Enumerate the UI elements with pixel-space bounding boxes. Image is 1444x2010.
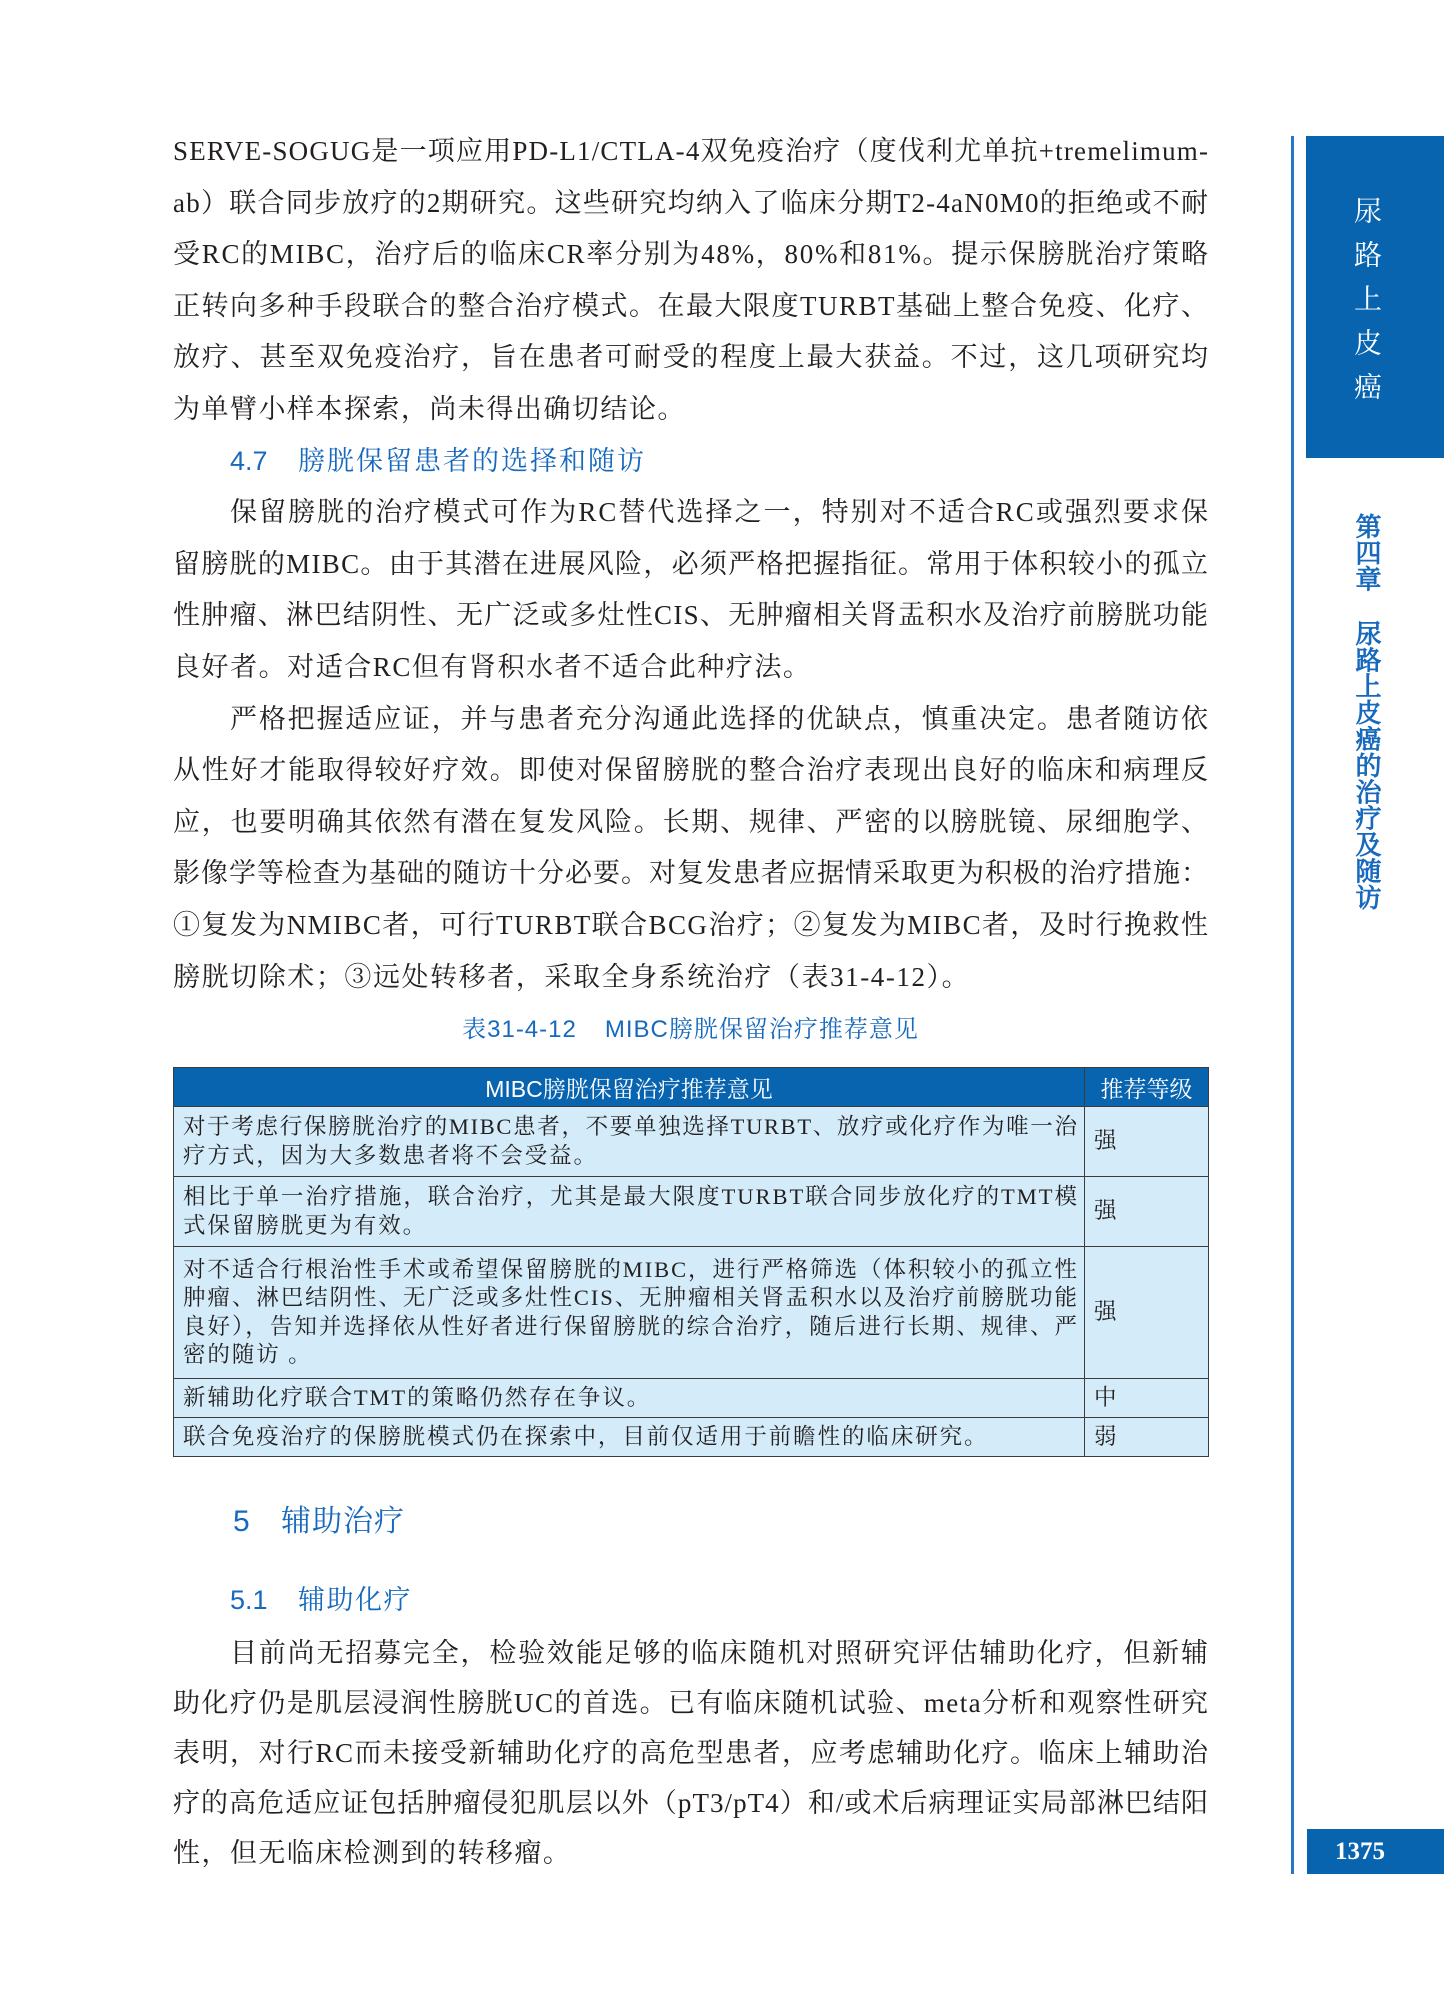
- table-number: 表31-4-12: [462, 1016, 577, 1043]
- section-title: 膀胱保留患者的选择和随访: [298, 445, 646, 476]
- paragraph-line: 性，但无临床检测到的转移瘤。: [173, 1838, 572, 1868]
- section-title: 辅助化疗: [298, 1585, 412, 1615]
- section-heading-5-1: [173, 1575, 1208, 1625]
- paragraph-line: 助化疗仍是肌层浸润性膀胱UC的首选。已有临床随机试验、meta分析和观察性研究: [173, 1688, 1210, 1718]
- cell-line: 良好），告知并选择依从性好者进行保留膀胱的综合治疗，随后进行长期、规律、严: [183, 1313, 1080, 1339]
- paragraph-line: 留膀胱的MIBC。由于其潜在进展风险，必须严格把握指征。常用于体积较小的孤立: [173, 548, 1210, 579]
- paragraph-line: 表明，对行RC而未接受新辅助化疗的高危型患者，应考虑辅助化疗。临床上辅助治: [173, 1738, 1210, 1768]
- paragraph: [173, 1628, 1208, 1878]
- paragraph-line: 受RC的MIBC，治疗后的临床CR率分别为48%，80%和81%。提示保膀胱治疗策略: [173, 239, 1210, 270]
- sidebar-tab-title: 尿路上皮癌: [1350, 196, 1383, 416]
- table-caption: [173, 1010, 1208, 1050]
- table-title: MIBC膀胱保留治疗推荐意见: [604, 1016, 919, 1043]
- paragraph-line: 良好者。对适合RC但有肾积水者不适合此种疗法。: [173, 651, 812, 682]
- recommendation-cell: [174, 1379, 1085, 1418]
- section-title: 辅助治疗: [281, 1505, 405, 1538]
- cell-line: 相比于单一治疗措施，联合治疗，尤其是最大限度TURBT联合同步放化疗的TMT模: [183, 1184, 1079, 1209]
- recommendation-cell: [174, 1418, 1085, 1457]
- cell-line: 疗方式，因为大多数患者将不会受益。: [183, 1142, 598, 1168]
- paragraph-line: 保留膀胱的治疗模式可作为RC替代选择之一，特别对不适合RC或强烈要求保: [230, 497, 1211, 528]
- sidebar-divider-line: [1291, 136, 1294, 1874]
- page-number-box: [1307, 1829, 1444, 1874]
- paragraph: [173, 694, 1208, 1004]
- page-number: 1375: [1335, 1838, 1385, 1865]
- paragraph-line: 放疗、甚至双免疫治疗，旨在患者可耐受的程度上最大获益。不过，这几项研究均: [173, 342, 1210, 373]
- intro-paragraph: [173, 126, 1208, 436]
- grade-cell: 强: [1085, 1107, 1209, 1177]
- grade-cell: 中: [1085, 1379, 1209, 1418]
- section-heading-5: [173, 1497, 1208, 1547]
- paragraph: [173, 487, 1211, 693]
- chapter-label: 第四章: [1351, 513, 1381, 593]
- table-row: [174, 1418, 1209, 1457]
- sidebar-section-tab: [1306, 136, 1444, 458]
- paragraph-line: 正转向多种手段联合的整合治疗模式。在最大限度TURBT基础上整合免疫、化疗、: [173, 290, 1210, 321]
- column-header-recommendation: MIBC膀胱保留治疗推荐意见: [174, 1068, 1085, 1107]
- section-number: 5: [233, 1505, 250, 1538]
- grade-cell: 弱: [1085, 1418, 1209, 1457]
- paragraph-line: SERVE-SOGUG是一项应用PD-L1/CTLA-4双免疫治疗（度伐利尤单抗+tremelimum-: [173, 136, 1210, 166]
- table-header-row: [174, 1068, 1209, 1107]
- paragraph-line: 严格把握适应证，并与患者充分沟通此选择的优缺点，慎重决定。患者随访依: [230, 703, 1210, 734]
- paragraph-line: 性肿瘤、淋巴结阴性、无广泛或多灶性CIS、无肿瘤相关肾盂积水及治疗前膀胱功能: [173, 600, 1210, 631]
- grade-cell: 强: [1085, 1177, 1209, 1247]
- paragraph-line: 目前尚无招募完全，检验效能足够的临床随机对照研究评估辅助化疗，但新辅: [230, 1638, 1210, 1668]
- section-number: 5.1: [230, 1585, 268, 1615]
- table-row: [174, 1247, 1209, 1379]
- grade-cell: 强: [1085, 1247, 1209, 1379]
- main-text-lower: [173, 1628, 1208, 1878]
- cell-line: 联合免疫治疗的保膀胱模式仍在探索中，目前仅适用于前瞻性的临床研究。: [183, 1423, 989, 1449]
- table-row: [174, 1177, 1209, 1247]
- table-row: [174, 1107, 1209, 1177]
- cell-line: 式保留膀胱更为有效。: [183, 1212, 428, 1238]
- paragraph-line: 疗的高危适应证包括肿瘤侵犯肌层以外（pT3/pT4）和/或术后病理证实局部淋巴结阳: [173, 1788, 1210, 1818]
- recommendation-cell: [174, 1177, 1085, 1247]
- main-text-upper: [173, 126, 1211, 1003]
- recommendation-table: [173, 1067, 1209, 1457]
- cell-line: 对不适合行根治性手术或希望保留膀胱的MIBC，进行严格筛选（体积较小的孤立性: [183, 1256, 1079, 1282]
- paragraph-line: 从性好才能取得较好疗效。即使对保留膀胱的整合治疗表现出良好的临床和病理反: [173, 755, 1210, 786]
- cell-line: 新辅助化疗联合TMT的策略仍然存在争议。: [183, 1384, 652, 1410]
- paragraph-line: 膀胱切除术；③远处转移者，采取全身系统治疗（表31-4-12）。: [173, 961, 971, 992]
- cell-line: 肿瘤、淋巴结阴性、无广泛或多灶性CIS、无肿瘤相关肾盂积水以及治疗前膀胱功能: [183, 1285, 1079, 1310]
- section-number: 4.7: [230, 445, 268, 476]
- section-heading-4-7: [173, 436, 1208, 488]
- paragraph-line: 为单臂小样本探索，尚未得出确切结论。: [173, 393, 686, 424]
- paragraph-line: 应，也要明确其依然有潜在复发风险。长期、规律、严密的以膀胱镜、尿细胞学、: [173, 806, 1210, 837]
- recommendation-cell: [174, 1247, 1085, 1379]
- cell-line: 对于考虑行保膀胱治疗的MIBC患者，不要单独选择TURBT、放疗或化疗作为唯一治: [183, 1114, 1079, 1139]
- recommendation-cell: [174, 1107, 1085, 1177]
- table-row: [174, 1379, 1209, 1418]
- chapter-title: 尿路上皮癌的治疗及随访: [1351, 620, 1381, 911]
- paragraph-line: ①复发为NMIBC者，可行TURBT联合BCG治疗；②复发为MIBC者，及时行挽救性: [173, 909, 1210, 940]
- cell-line: 密的随访 。: [183, 1342, 313, 1367]
- paragraph-line: 影像学等检查为基础的随访十分必要。对复发患者应据情采取更为积极的治疗措施：: [173, 858, 1209, 889]
- column-header-grade: 推荐等级: [1085, 1068, 1209, 1107]
- paragraph-line: ab）联合同步放疗的2期研究。这些研究均纳入了临床分期T2-4aN0M0的拒绝或不耐: [173, 187, 1210, 218]
